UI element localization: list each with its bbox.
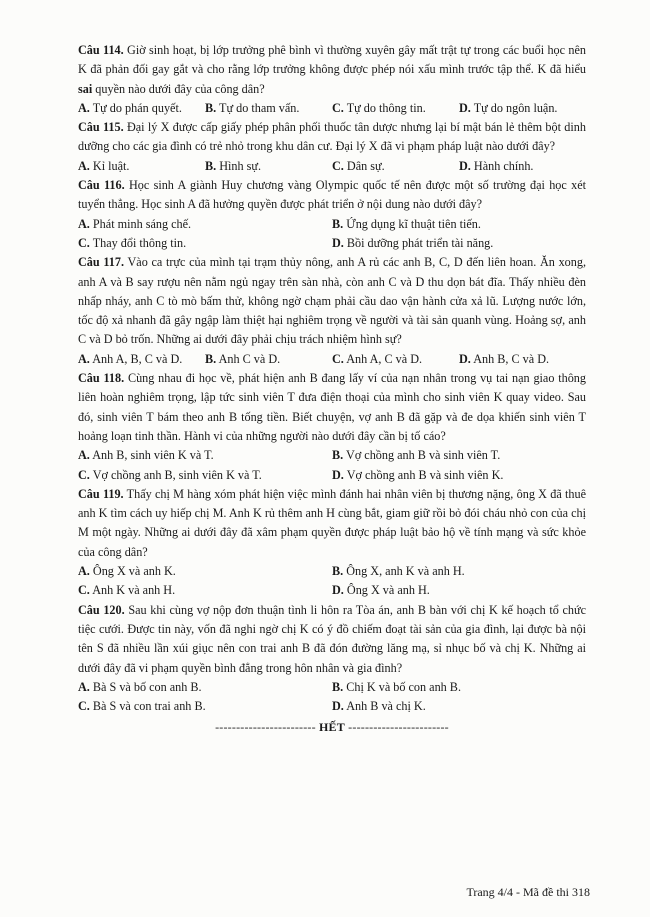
option-letter: A.: [78, 351, 90, 366]
option-a: [78, 446, 332, 465]
option-b: [205, 99, 332, 118]
option-d: [332, 581, 586, 600]
option-d: [459, 350, 586, 369]
question-117: [78, 253, 586, 369]
option-text: Anh B, C và D.: [473, 351, 550, 366]
option-letter: B.: [332, 216, 344, 231]
question-stem: [78, 485, 586, 562]
option-a: [78, 99, 205, 118]
page-footer: Trang 4/4 - Mã đề thi 318: [466, 885, 590, 899]
question-115: [78, 118, 586, 176]
option-text: Anh A, B, C và D.: [92, 351, 183, 366]
option-letter: B.: [205, 158, 217, 173]
question-stem: [78, 253, 586, 349]
stem-text: Cùng nhau đi học về, phát hiện anh B đang lấy ví của nạn nhân trong vụ tai nạn giao thông liên hoàn nghiêm trọng, lập tức sinh viên T đưa điện thoại của mình cho sinh viên K quay video. Sau đó, sinh viên T bám theo anh B tống tiền. Biết chuyện, vợ anh B đã gặp và đe dọa khiến sinh viên T hoảng loạn tinh thần. Hành vi của những người nào dưới đây cần bị tố cáo?: [78, 371, 586, 443]
option-letter: A.: [78, 679, 90, 694]
option-c: [78, 466, 332, 485]
question-stem: [78, 41, 586, 99]
stem-text: Giờ sinh hoạt, bị lớp trưởng phê bình vì thường xuyên gây mất trật tự trong các buổi học nên K đã phản đối gay gắt và cho rằng lớp trưởng không được phép nói xấu mình trước tập thể. K đã hiểu: [78, 43, 586, 77]
option-text: Vợ chồng anh B, sinh viên K và T.: [92, 467, 262, 482]
end-dashes-right: ------------------------: [348, 720, 449, 735]
options: [78, 678, 586, 717]
question-stem: [78, 176, 586, 215]
option-letter: C.: [332, 158, 344, 173]
option-a: [78, 215, 332, 234]
question-stem: [78, 601, 586, 678]
options: [78, 157, 586, 176]
option-text: Bồi dưỡng phát triển tài năng.: [346, 235, 494, 250]
option-letter: D.: [332, 467, 344, 482]
question-118: [78, 369, 586, 485]
option-b: [332, 215, 586, 234]
option-a: [78, 350, 205, 369]
question-stem: [78, 369, 586, 446]
option-text: Chị K và bố con anh B.: [346, 679, 461, 694]
option-letter: D.: [332, 235, 344, 250]
option-text: Anh K và anh H.: [92, 583, 176, 598]
stem-text: Sau khi cùng vợ nộp đơn thuận tình li hôn ra Tòa án, anh B bàn với chị K kế hoạch tổ chức tiệc cưới. Được tin này, vốn đã nghi ngờ chị K có ý đồ chiếm đoạt tài sản của gia đình, lại được bà nội tên S đã nhiều lần xúi giục nên con trai anh B đã đón đường lăng mạ, sỉ nhục bố và chị K. Những ai dưới đây đã vi phạm quyền bình đẳng trong hôn nhân và gia đình?: [78, 602, 586, 675]
option-text: Thay đổi thông tin.: [92, 235, 187, 250]
option-b: [332, 446, 586, 465]
option-c: [332, 157, 459, 176]
option-text: Tự do phán quyết.: [92, 100, 182, 115]
option-text: Phát minh sáng chế.: [92, 216, 192, 231]
option-c: [78, 234, 332, 253]
option-b: [205, 350, 332, 369]
option-letter: B.: [205, 100, 217, 115]
option-text: Anh A, C và D.: [346, 351, 423, 366]
option-text: Kỉ luật.: [92, 158, 130, 173]
options: [78, 215, 586, 254]
option-text: Ứng dụng kĩ thuật tiên tiến.: [346, 216, 481, 231]
option-letter: C.: [332, 100, 344, 115]
option-d: [332, 697, 586, 716]
stem-text: Đại lý X được cấp giấy phép phân phối thuốc tân dược nhưng lại bí mật bán lẻ thêm bột dinh dưỡng cho các gia đình có trẻ nhỏ trong khu dân cư. Đại lý X đã vi phạm pháp luật nào dưới đây?: [78, 120, 586, 154]
question-number: Câu 115.: [78, 120, 124, 135]
option-text: Bà S và bố con anh B.: [92, 679, 202, 694]
question-number: Câu 119.: [78, 486, 124, 501]
option-letter: A.: [78, 564, 90, 579]
option-letter: C.: [78, 235, 90, 250]
option-c: [332, 99, 459, 118]
option-text: Ông X và anh H.: [346, 583, 430, 598]
stem-text: Học sinh A giành Huy chương vàng Olympic quốc tế nên được một số trường đại học xét tuyển thẳng. Học sinh A đã hưởng quyền được phát triển ở nội dung nào dưới đây?: [78, 178, 586, 212]
option-letter: C.: [78, 467, 90, 482]
option-text: Dân sự.: [346, 158, 385, 173]
question-number: Câu 120.: [78, 602, 125, 617]
option-letter: B.: [332, 679, 344, 694]
options: [78, 99, 586, 118]
option-text: Ông X và anh K.: [92, 564, 176, 579]
option-c: [332, 350, 459, 369]
option-text: Tự do tham vấn.: [219, 100, 300, 115]
option-text: Anh B, sinh viên K và T.: [92, 448, 214, 463]
option-letter: D.: [332, 699, 344, 714]
stem-emphasis: sai: [78, 81, 93, 96]
option-text: Tự do thông tin.: [346, 100, 426, 115]
option-text: Hành chính.: [473, 158, 534, 173]
option-text: Anh C và D.: [218, 351, 281, 366]
end-dashes-left: ------------------------: [215, 720, 316, 735]
option-letter: D.: [459, 100, 471, 115]
option-c: [78, 581, 332, 600]
option-d: [459, 157, 586, 176]
option-d: [332, 466, 586, 485]
options: [78, 350, 586, 369]
option-b: [332, 562, 586, 581]
question-number: Câu 117.: [78, 255, 125, 270]
option-a: [78, 562, 332, 581]
option-text: Hình sự.: [219, 158, 262, 173]
option-d: [459, 99, 586, 118]
option-text: Ông X, anh K và anh H.: [346, 564, 465, 579]
option-letter: D.: [459, 158, 471, 173]
option-a: [78, 678, 332, 697]
question-120: [78, 601, 586, 717]
option-letter: C.: [78, 699, 90, 714]
option-a: [78, 157, 205, 176]
option-text: Tự do ngôn luận.: [473, 100, 558, 115]
option-text: Bà S và con trai anh B.: [92, 699, 206, 714]
option-letter: D.: [332, 583, 344, 598]
stem-text: Thấy chị M hàng xóm phát hiện việc mình đánh hai nhân viên bị thương nặng, ông X đã thuê anh K tìm cách uy hiếp chị M. Anh K rủ thêm anh H cùng bắt, giam giữ rồi bỏ đói cháu nhỏ con của chị M một ngày. Những ai dưới đây đã xâm phạm quyền được pháp luật bảo hộ về tính mạng và sức khỏe của công dân?: [78, 486, 587, 559]
question-stem: [78, 118, 586, 157]
option-letter: C.: [78, 583, 90, 598]
option-letter: B.: [205, 351, 217, 366]
option-letter: B.: [332, 564, 344, 579]
question-116: [78, 176, 586, 253]
option-letter: A.: [78, 216, 90, 231]
option-text: Vợ chồng anh B và sinh viên T.: [346, 448, 501, 463]
question-114: [78, 41, 586, 118]
option-letter: A.: [78, 100, 90, 115]
options: [78, 446, 586, 485]
question-number: Câu 114.: [78, 43, 124, 57]
question-119: [78, 485, 586, 601]
options: [78, 562, 586, 601]
option-c: [78, 697, 332, 716]
option-letter: A.: [78, 448, 90, 463]
option-letter: C.: [332, 351, 344, 366]
option-b: [332, 678, 586, 697]
option-text: Anh B và chị K.: [346, 699, 426, 714]
option-text: Vợ chồng anh B và sinh viên K.: [346, 467, 504, 482]
option-b: [205, 157, 332, 176]
option-letter: B.: [332, 448, 344, 463]
option-letter: D.: [459, 351, 471, 366]
stem-text: quyền nào dưới đây của công dân?: [92, 81, 265, 96]
end-marker: [78, 718, 586, 737]
end-label: HẾT: [319, 720, 345, 735]
question-number: Câu 118.: [78, 371, 125, 386]
option-letter: A.: [78, 158, 90, 173]
stem-text: Vào ca trực của mình tại trạm thủy nông, anh A rủ các anh B, C, D đến liên hoan. Ăn xong, anh A và B say rượu nên nằm ngủ ngay trên sàn nhà, còn anh C và D thu dọn bát đĩa. Thấy nhiều đèn nhấp nháy, anh C tò mò bấm thử, không ngờ chạm phải cầu dao vận hành cửa xả lũ. Lượng nước lớn, tốc độ xả nhanh đã gây ngập làm thiệt hại nghiêm trọng về người và tài sản quanh vùng. Hoảng sợ, anh C và D bỏ trốn. Những ai dưới đây phải chịu trách nhiệm hình sự?: [78, 255, 586, 347]
option-d: [332, 234, 586, 253]
question-number: Câu 116.: [78, 178, 125, 193]
